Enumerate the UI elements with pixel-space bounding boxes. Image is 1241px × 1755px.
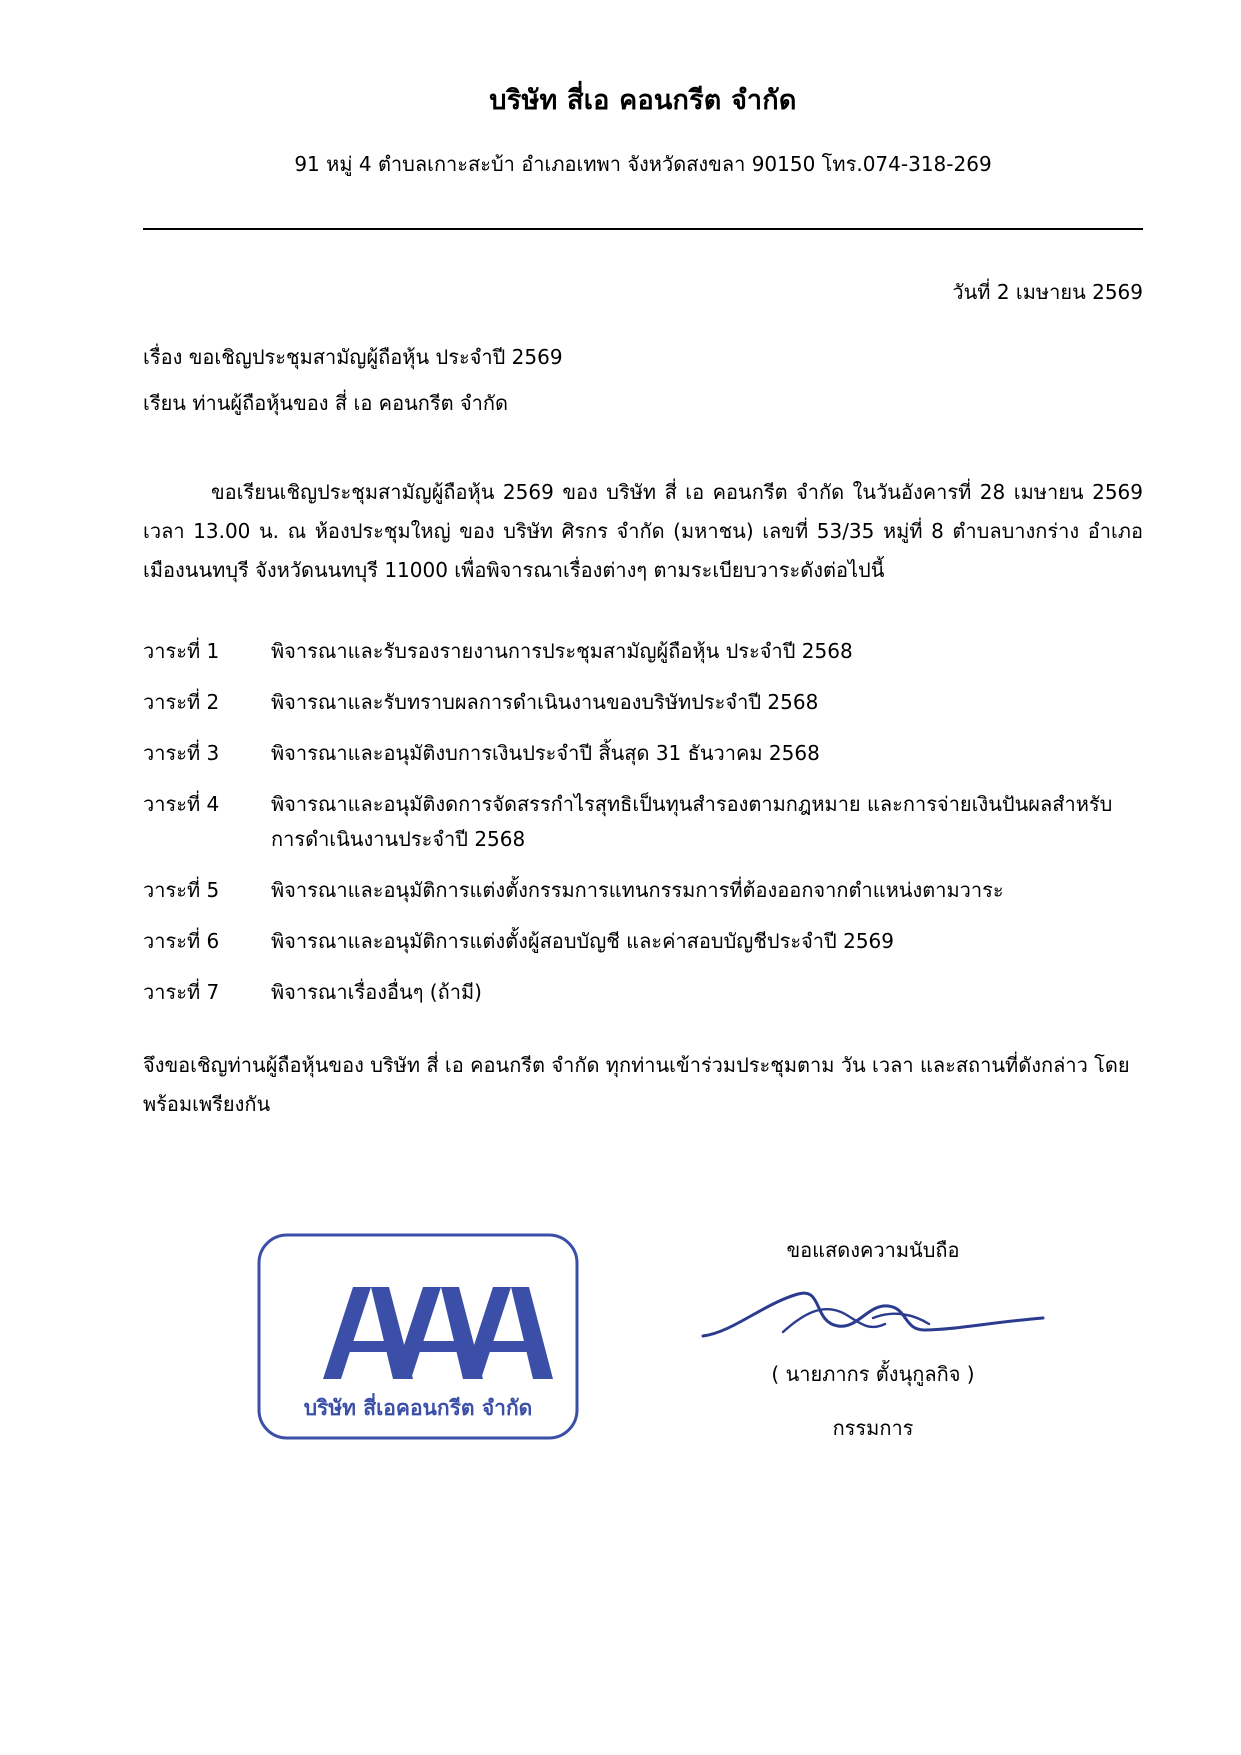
letter-date: วันที่ 2 เมษายน 2569 <box>952 280 1143 304</box>
agenda-item-label: วาระที่ 4 <box>143 792 220 816</box>
agenda-item <box>143 975 1143 1010</box>
letter-closing: จึงขอเชิญท่านผู้ถือหุ้นของ บริษัท สี่ เอ คอนกรีต จำกัด ทุกท่านเข้าร่วมประชุมตาม วัน เวลา และสถานที่ดังกล่าว โดยพร้อมเพรียงกัน <box>143 1053 1130 1116</box>
agenda-item <box>143 924 1143 959</box>
agenda-item <box>143 685 1143 720</box>
header-divider <box>143 228 1143 230</box>
agenda-item-text: พิจารณาเรื่องอื่นๆ (ถ้ามี) <box>271 980 482 1004</box>
agenda-item-text: พิจารณาและรับทราบผลการดำเนินงานของบริษัทประจำปี 2568 <box>271 690 819 714</box>
letter-body: ขอเรียนเชิญประชุมสามัญผู้ถือหุ้น 2569 ของ บริษัท สี่ เอ คอนกรีต จำกัด ในวันอังคารที่ 28 เมษายน 2569 เวลา 13.00 น. ณ ห้องประชุมใหญ่ ของ บริษัท ศิรกร จำกัด (มหาชน) เลขที่ 53/35 หมู่ที่ 8 ตำบลบางกร่าง อำเภอเมืองนนทบุรี จังหวัดนนทบุรี 11000 เพื่อพิจารณาเรื่องต่างๆ ตามระเบียบวาระดังต่อไปนี้ <box>143 480 1143 582</box>
company-stamp-icon <box>253 1229 583 1444</box>
agenda-item-text: พิจารณาและรับรองรายงานการประชุมสามัญผู้ถือหุ้น ประจำปี 2568 <box>271 639 853 663</box>
agenda-item-text: พิจารณาและอนุมัติงบการเงินประจำปี สิ้นสุด 31 ธันวาคม 2568 <box>271 741 820 765</box>
letter-attention: เรียน ท่านผู้ถือหุ้นของ สี่ เอ คอนกรีต จำกัด <box>143 391 508 415</box>
document-content <box>143 0 1143 1514</box>
agenda-item-label: วาระที่ 7 <box>143 980 220 1004</box>
agenda-item-label: วาระที่ 6 <box>143 929 220 953</box>
agenda-item-label: วาระที่ 5 <box>143 878 220 902</box>
letter-subject: เรื่อง ขอเชิญประชุมสามัญผู้ถือหุ้น ประจำปี 2569 <box>143 345 563 369</box>
agenda-item <box>143 787 1143 857</box>
agenda-item <box>143 634 1143 669</box>
signature-regards: ขอแสดงความนับถือ <box>786 1238 960 1262</box>
agenda-list <box>143 634 1143 1010</box>
agenda-item-label: วาระที่ 1 <box>143 639 220 663</box>
company-name: บริษัท สี่เอ คอนกรีต จำกัด <box>489 85 797 116</box>
signatory-name: ( นายภากร ตั้งนุกูลกิจ ) <box>771 1362 975 1386</box>
agenda-item <box>143 736 1143 771</box>
signature-block <box>663 1234 1083 1444</box>
company-address: 91 หมู่ 4 ตำบลเกาะสะบ้า อำเภอเทพา จังหวัดสงขลา 90150 โทร.074-318-269 <box>294 152 992 176</box>
agenda-item-label: วาระที่ 2 <box>143 690 220 714</box>
agenda-item <box>143 873 1143 908</box>
agenda-item-text: พิจารณาและอนุมัติการแต่งตั้งผู้สอบบัญชี และค่าสอบบัญชีประจำปี 2569 <box>271 929 894 953</box>
signature-area <box>143 1214 1143 1514</box>
svg-text:บริษัท สี่เอคอนกรีต จำกัด: บริษัท สี่เอคอนกรีต จำกัด <box>303 1396 533 1420</box>
agenda-item-text: พิจารณาและอนุมัติการแต่งตั้งกรรมการแทนกรรมการที่ต้องออกจากตำแหน่งตามวาระ <box>271 878 1004 902</box>
signatory-title: กรรมการ <box>832 1416 914 1440</box>
agenda-item-label: วาระที่ 3 <box>143 741 220 765</box>
agenda-item-text: พิจารณาและอนุมัติงดการจัดสรรกำไรสุทธิเป็นทุนสำรองตามกฎหมาย และการจ่ายเงินปันผลสำหรับการดำเนินงานประจำปี 2568 <box>271 792 1113 851</box>
signature-mark-icon <box>663 1274 1083 1354</box>
